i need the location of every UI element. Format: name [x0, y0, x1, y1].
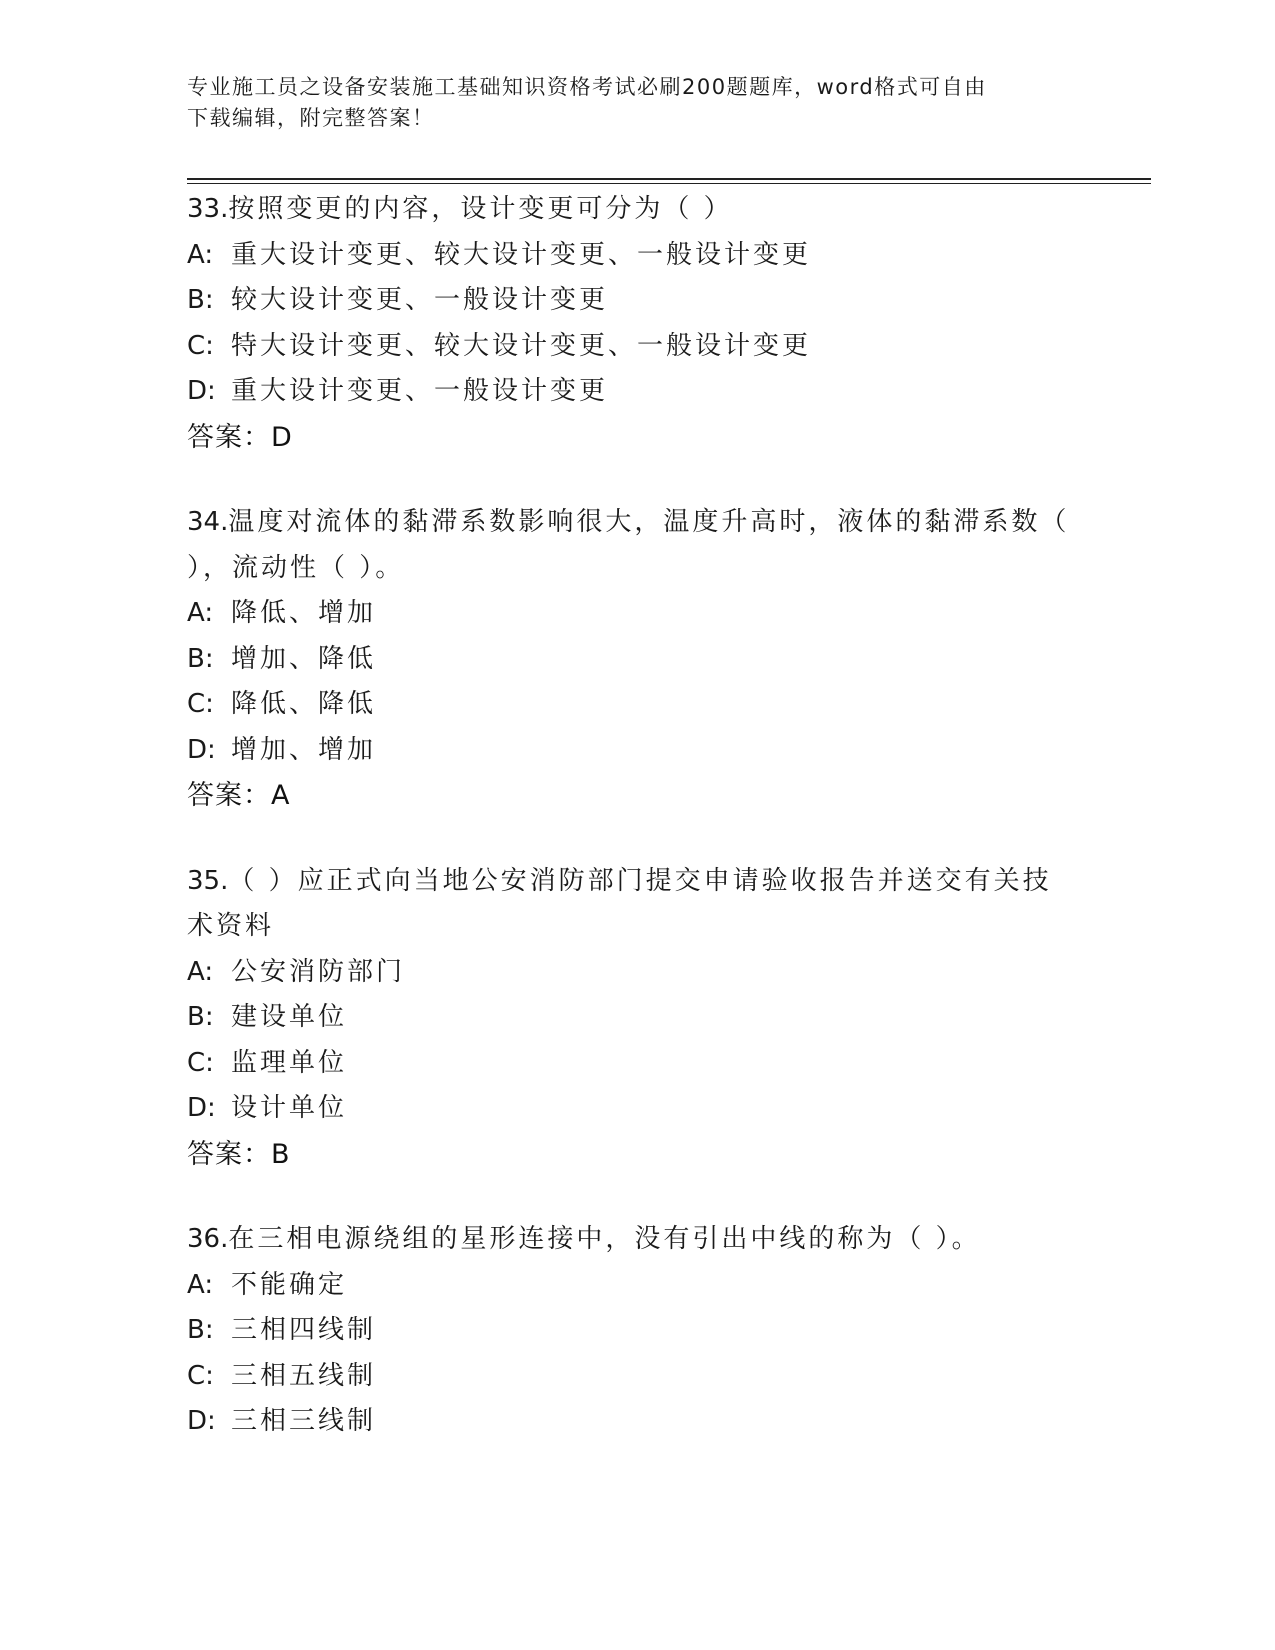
option-text: 三相五线制	[231, 1360, 377, 1391]
header-rule-thin	[187, 183, 1151, 184]
header-title-line-1: 专业施工员之设备安装施工基础知识资格考试必刷200题题库，word格式可自由	[187, 75, 987, 99]
option-text: 重大设计变更、一般设计变更	[231, 376, 609, 406]
option-a	[187, 950, 1087, 996]
question-text: 在三相电源绕组的星形连接中，没有引出中线的称为（ ）。	[228, 1224, 981, 1254]
question-36	[187, 1217, 1087, 1445]
question-text: 按照变更的内容，设计变更可分为（ ）	[228, 194, 733, 224]
option-text: 特大设计变更、较大设计变更、一般设计变更	[231, 330, 812, 361]
option-text: 增加、增加	[231, 734, 377, 765]
option-text: 较大设计变更、一般设计变更	[231, 285, 609, 315]
answer-line: 答案：D	[187, 421, 293, 453]
header-rule-thick	[187, 178, 1151, 180]
option-d	[187, 369, 1087, 415]
option-letter: B:	[187, 643, 214, 674]
option-text: 降低、增加	[231, 598, 377, 628]
question-text: （ ）应正式向当地公安消防部门提交申请验收报告并送交有关技	[228, 865, 1052, 896]
option-letter: B:	[187, 285, 214, 315]
option-a	[187, 591, 1087, 637]
question-stem	[187, 500, 1087, 546]
option-c	[187, 1041, 1087, 1087]
option-d	[187, 1086, 1087, 1132]
document-header	[187, 72, 1067, 134]
option-d	[187, 1399, 1087, 1445]
option-c	[187, 1354, 1087, 1400]
option-letter: C:	[187, 1047, 214, 1078]
option-letter: C:	[187, 330, 214, 361]
option-letter: D:	[187, 734, 216, 765]
question-number: 33.	[187, 194, 229, 224]
question-number: 34.	[187, 507, 229, 537]
option-letter: D:	[187, 1093, 216, 1123]
question-34	[187, 500, 1087, 819]
question-35	[187, 859, 1087, 1178]
option-letter: D:	[187, 376, 216, 406]
option-text: 降低、降低	[231, 689, 377, 719]
option-text: 建设单位	[231, 1002, 348, 1032]
option-text: 设计单位	[231, 1093, 348, 1123]
answer-line: 答案：A	[187, 780, 291, 811]
question-stem	[187, 1217, 1087, 1263]
option-text: 三相三线制	[231, 1406, 377, 1436]
option-b	[187, 995, 1087, 1041]
question-33	[187, 187, 1087, 460]
option-text: 三相四线制	[231, 1315, 377, 1345]
option-a	[187, 233, 1087, 279]
question-stem	[187, 859, 1087, 905]
question-stem-continuation: ），流动性（ ）。	[187, 552, 405, 583]
option-c	[187, 324, 1087, 370]
option-text: 增加、降低	[231, 643, 377, 674]
question-number: 36.	[187, 1224, 229, 1254]
option-text: 不能确定	[231, 1269, 348, 1300]
option-letter: B:	[187, 1002, 214, 1032]
option-letter: A:	[187, 239, 214, 270]
option-b	[187, 637, 1087, 683]
option-d	[187, 728, 1087, 774]
option-b	[187, 278, 1087, 324]
option-a	[187, 1263, 1087, 1309]
answer-line: 答案：B	[187, 1138, 291, 1170]
header-title-line-2: 下载编辑，附完整答案！	[187, 106, 435, 130]
option-letter: D:	[187, 1406, 216, 1436]
option-letter: C:	[187, 689, 214, 719]
option-text: 监理单位	[231, 1047, 348, 1078]
question-list	[187, 187, 1087, 1485]
option-c	[187, 682, 1087, 728]
option-text: 公安消防部门	[231, 956, 406, 987]
option-letter: A:	[187, 1269, 214, 1300]
option-letter: C:	[187, 1360, 214, 1391]
option-letter: A:	[187, 598, 214, 628]
question-stem	[187, 187, 1087, 233]
option-b	[187, 1308, 1087, 1354]
question-number: 35.	[187, 865, 229, 896]
option-letter: A:	[187, 956, 214, 987]
question-stem-continuation: 术资料	[187, 911, 275, 941]
option-text: 重大设计变更、较大设计变更、一般设计变更	[231, 239, 812, 270]
option-letter: B:	[187, 1315, 214, 1345]
question-text: 温度对流体的黏滞系数影响很大，温度升高时，液体的黏滞系数（	[228, 507, 1070, 537]
